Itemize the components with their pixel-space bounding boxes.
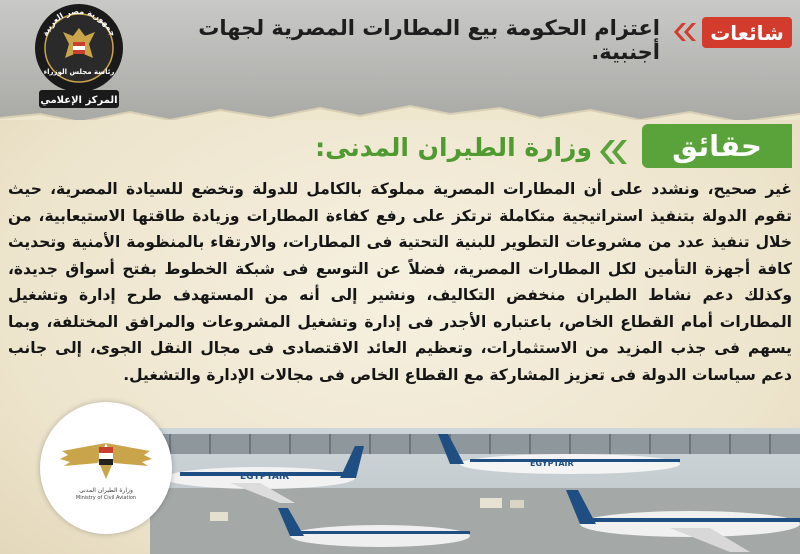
emblem-top-text: جمهورية مصر العربية <box>40 6 118 38</box>
emblem-bottom-text: المركز الإعلامي <box>40 95 118 106</box>
civil-aviation-logo <box>40 402 172 534</box>
airport-aircraft-photo <box>150 428 800 554</box>
fact-body-text: غير صحيح، ونشدد على أن المطارات المصرية مملوكة بالكامل للدولة وتخضع للسيادة المصرية، حيث تقوم الدولة بتنفيذ استراتيجية متكاملة ترتكز على رفع كفاءة المطارات وزيادة طاقتها الاستيعابية، من خلال تنفيذ عدد من مشروعات التطوير للبنية التحتية فى المطارات، والارتقاء بالمنظومة الأمنية وتحديث كافة أجهزة التأمين لكل المطارات المصرية، فضلاً عن التوسع فى شبكة الخطوط بفتح أسواق جديدة، وكذلك دعم نشاط الطيران منخفض التكاليف، ونشير إلى أنه من المستهدف طرح إدارة وتشغيل المطارات أمام القطاع الخاص، باعتباره الأجدر فى إدارة وتشغيل المشروعات والمرافق المختلفة، وبما يسهم فى جذب المزيد من الاستثمارات، وتعظيم العائد الاقتصادى فى مجال النقل الجوى، إلى جانب دعم سياسات الدولة فى تعزيز المشاركة مع القطاع الخاص فى مجالات الإدارة والتشغيل. <box>8 180 792 384</box>
fact-tag: حقائق <box>642 124 792 168</box>
fact-source-title: وزارة الطيران المدنى: <box>315 133 592 162</box>
civil-aviation-name-ar: وزارة الطيران المدنى <box>79 487 133 494</box>
cabinet-media-center-emblem <box>33 2 125 112</box>
rumor-tag: شائعات <box>702 17 792 48</box>
rumor-title: اعتزام الحكومة بيع المطارات المصرية لجهات أجنبية. <box>198 16 660 64</box>
civil-aviation-wings-icon <box>58 435 154 485</box>
civil-aviation-name-en: Ministry of Civil Aviation <box>75 495 137 501</box>
emblem-middle-text: رئاسة مجلس الوزراء <box>43 68 115 76</box>
livery-text-2: EGYPTAIR <box>530 459 574 468</box>
livery-text-1: EGYPTAIR <box>240 472 290 482</box>
fact-chevrons-icon <box>594 138 628 166</box>
rumor-chevrons-icon <box>668 21 696 43</box>
